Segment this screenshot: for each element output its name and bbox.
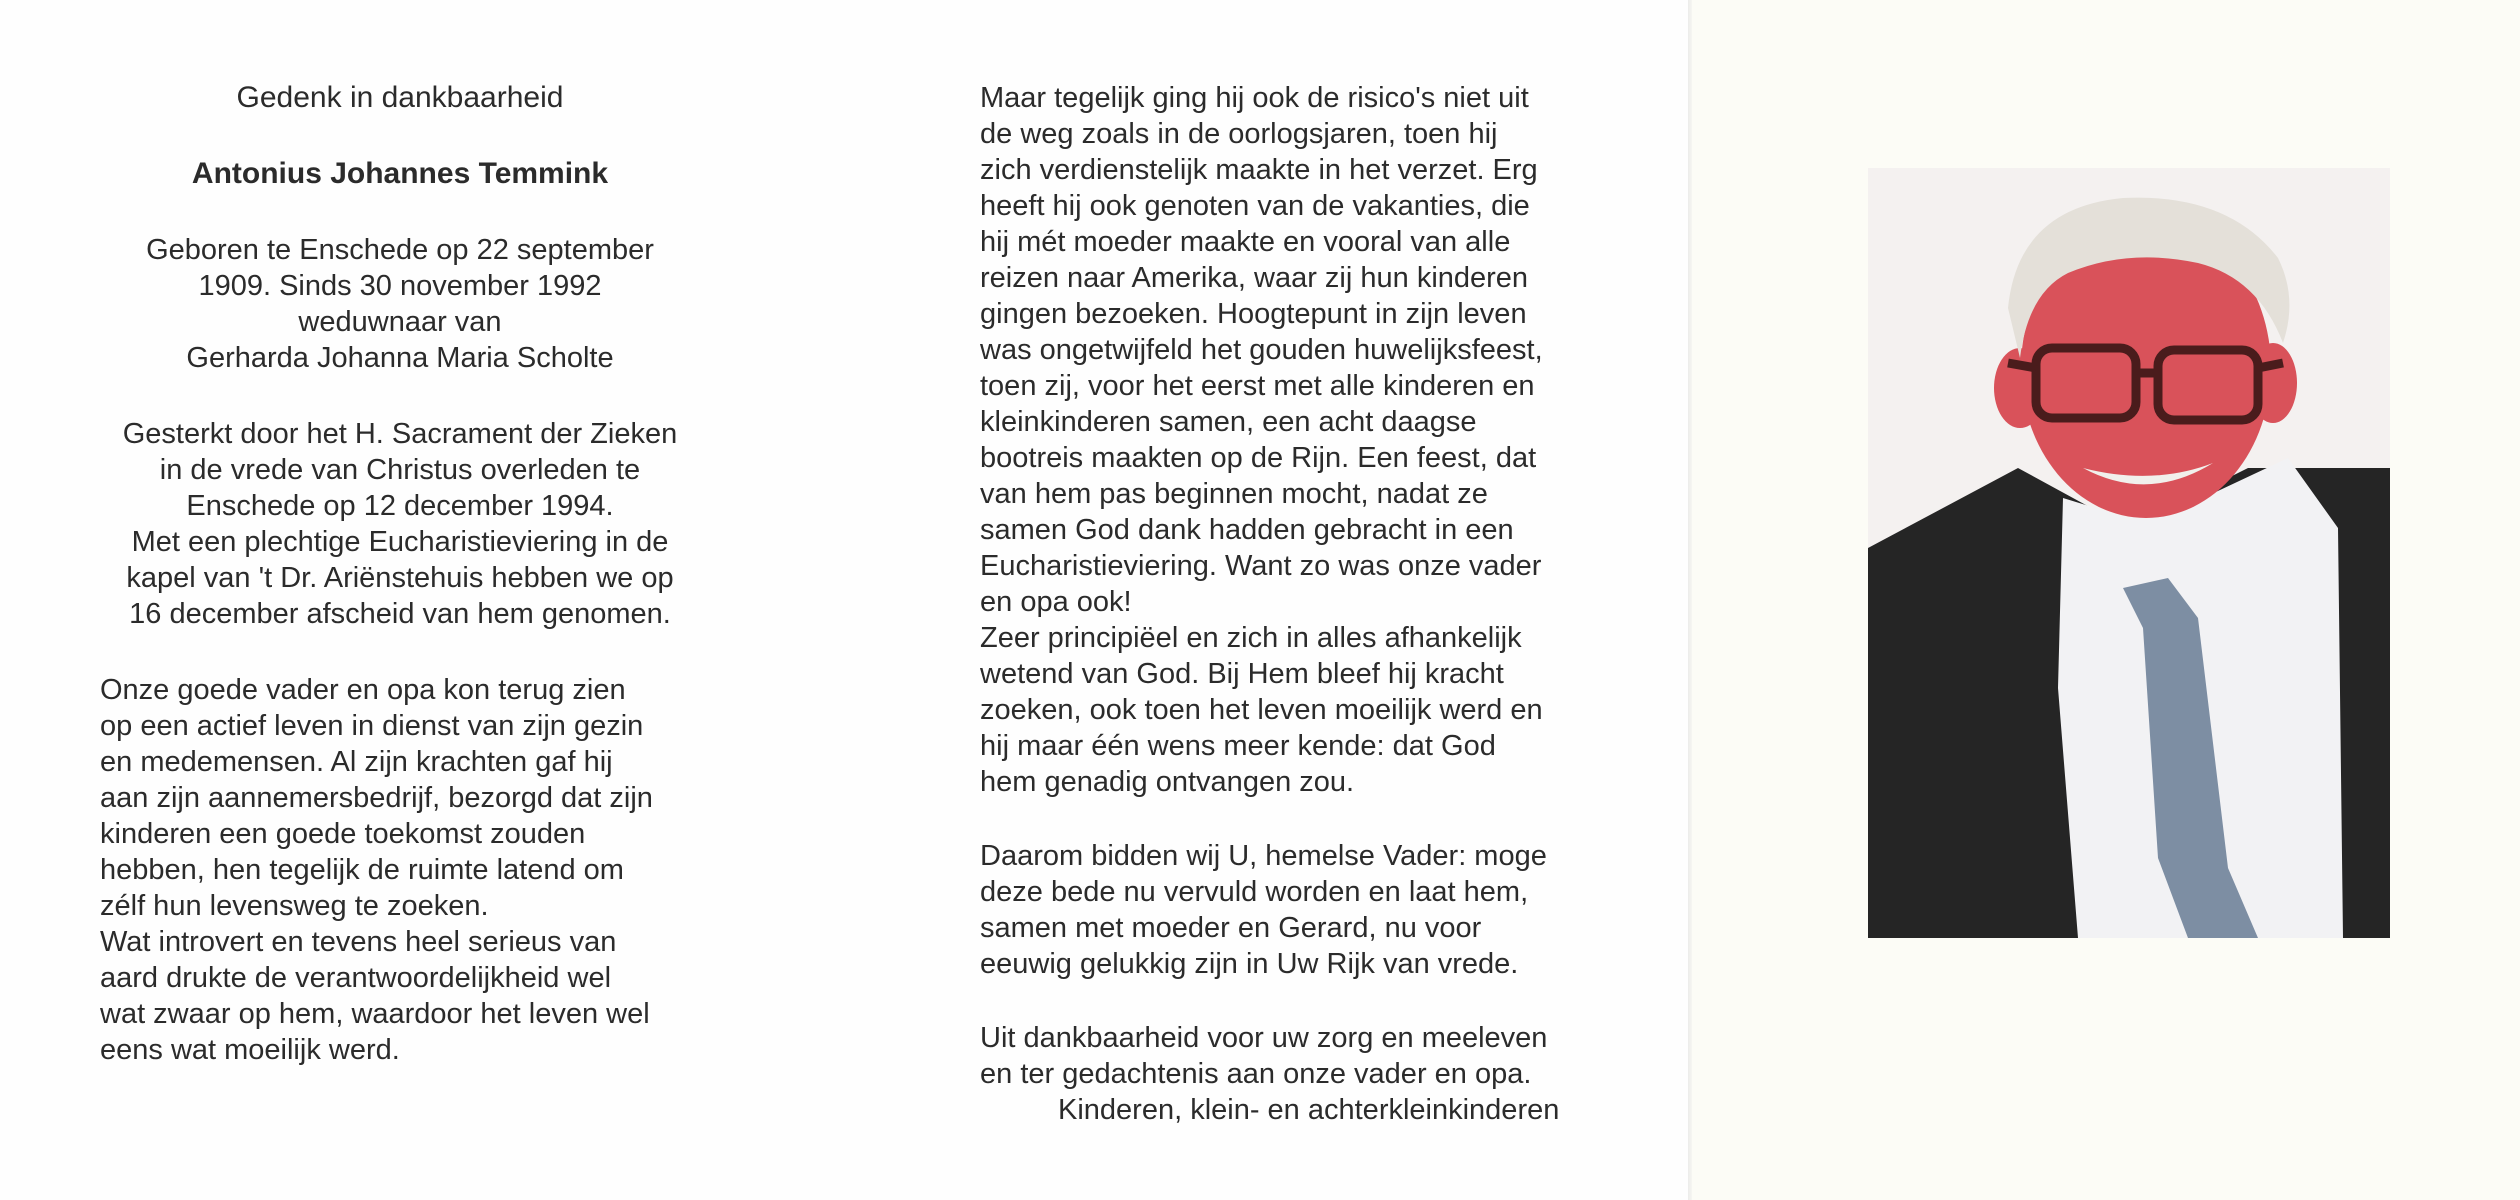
text-line: van hem pas beginnen mocht, nadat ze — [980, 478, 1488, 510]
right-temple — [2258, 363, 2283, 368]
text-line: hem genadig ontvangen zou. — [980, 766, 1355, 798]
text-line: Onze goede vader en opa kon terug zien — [100, 674, 626, 706]
text-line: aan zijn aannemersbedrijf, bezorgd dat zijn — [100, 782, 653, 814]
text-line: 16 december afscheid van hem genomen. — [129, 598, 671, 630]
text-line: toen zij, voor het eerst met alle kinderen en — [980, 370, 1535, 402]
text-line: hebben, hen tegelijk de ruimte latend om — [100, 854, 624, 886]
death-block — [100, 416, 700, 632]
text-line: samen God dank hadden gebracht in een — [980, 514, 1514, 546]
text-line: wetend van God. Bij Hem bleef hij kracht — [980, 658, 1504, 690]
text-line: Enschede op 12 december 1994. — [186, 490, 614, 522]
text-line: kleinkinderen samen, een acht daagse — [980, 406, 1477, 438]
text-line: en opa ook! — [980, 586, 1132, 618]
signature-line: Kinderen, klein- en achterkleinkinderen — [1058, 1094, 1560, 1126]
text-line: en medemensen. Al zijn krachten gaf hij — [100, 746, 613, 778]
text-line: eeuwig gelukkig zijn in Uw Rijk van vrede. — [980, 948, 1519, 980]
text-line: Gesterkt door het H. Sacrament der Zieken — [122, 418, 678, 450]
text-line: hij mét moeder maakte en vooral van alle — [980, 226, 1511, 258]
text-line: Maar tegelijk ging hij ook de risico's niet uit — [980, 82, 1529, 114]
text-line: de weg zoals in de oorlogsjaren, toen hij — [980, 118, 1498, 150]
card-heading: Gedenk in dankbaarheid — [236, 81, 564, 114]
text-line: zélf hun levensweg te zoeken. — [100, 890, 489, 922]
text-line: kapel van 't Dr. Ariënstehuis hebben we op — [126, 562, 674, 594]
text-line: Eucharistieviering. Want zo was onze vader — [980, 550, 1542, 582]
birth-block — [100, 232, 700, 376]
text-line: gingen bezoeken. Hoogtepunt in zijn leven — [980, 298, 1527, 330]
text-line: Geboren te Enschede op 22 september — [146, 234, 654, 266]
text-line: Gerharda Johanna Maria Scholte — [186, 342, 614, 374]
text-line: reizen naar Amerika, waar zij hun kinderen — [980, 262, 1529, 294]
text-line: Met een plechtige Eucharistieviering in de — [131, 526, 669, 558]
text-line: aard drukte de verantwoordelijkheid wel — [100, 962, 612, 994]
portrait-illustration — [1868, 168, 2390, 938]
text-line: Zeer principiëel en zich in alles afhankelijk — [980, 622, 1522, 654]
text-line: Uit dankbaarheid voor uw zorg en meeleven — [980, 1022, 1548, 1054]
text-line: in de vrede van Christus overleden te — [159, 454, 641, 486]
text-line: was ongetwijfeld het gouden huwelijksfeest, — [980, 334, 1543, 366]
portrait-photo — [1868, 168, 2390, 938]
life-story-block — [100, 672, 700, 1068]
life-story-continued — [980, 80, 1600, 800]
text-line: op een actief leven in dienst van zijn gezin — [100, 710, 644, 742]
text-line: zoeken, ook toen het leven moeilijk werd en — [980, 694, 1543, 726]
text-line: kinderen een goede toekomst zouden — [100, 818, 586, 850]
text-line: bootreis maakten op de Rijn. Een feest, dat — [980, 442, 1537, 474]
text-line: wat zwaar op hem, waardoor het leven wel — [100, 998, 650, 1030]
text-line: weduwnaar van — [298, 306, 502, 338]
text-line: 1909. Sinds 30 november 1992 — [198, 270, 602, 302]
left-column — [100, 80, 700, 1068]
text-line: Wat introvert en tevens heel serieus van — [100, 926, 617, 958]
text-line: Daarom bidden wij U, hemelse Vader: moge — [980, 840, 1547, 872]
text-line: hij maar één wens meer kende: dat God — [980, 730, 1496, 762]
thanks-block — [980, 1020, 1600, 1128]
text-line: samen met moeder en Gerard, nu voor — [980, 912, 1482, 944]
deceased-name: Antonius Johannes Temmink — [191, 157, 609, 190]
text-line: deze bede nu vervuld worden en laat hem, — [980, 876, 1529, 908]
prayer-block — [980, 838, 1600, 982]
right-column — [980, 80, 1600, 1128]
text-line: en ter gedachtenis aan onze vader en opa. — [980, 1058, 1532, 1090]
text-line: heeft hij ook genoten van de vakanties, die — [980, 190, 1530, 222]
text-line: zich verdienstelijk maakte in het verzet. Erg — [980, 154, 1538, 186]
left-temple — [2008, 363, 2036, 368]
text-line: eens wat moeilijk werd. — [100, 1034, 400, 1066]
